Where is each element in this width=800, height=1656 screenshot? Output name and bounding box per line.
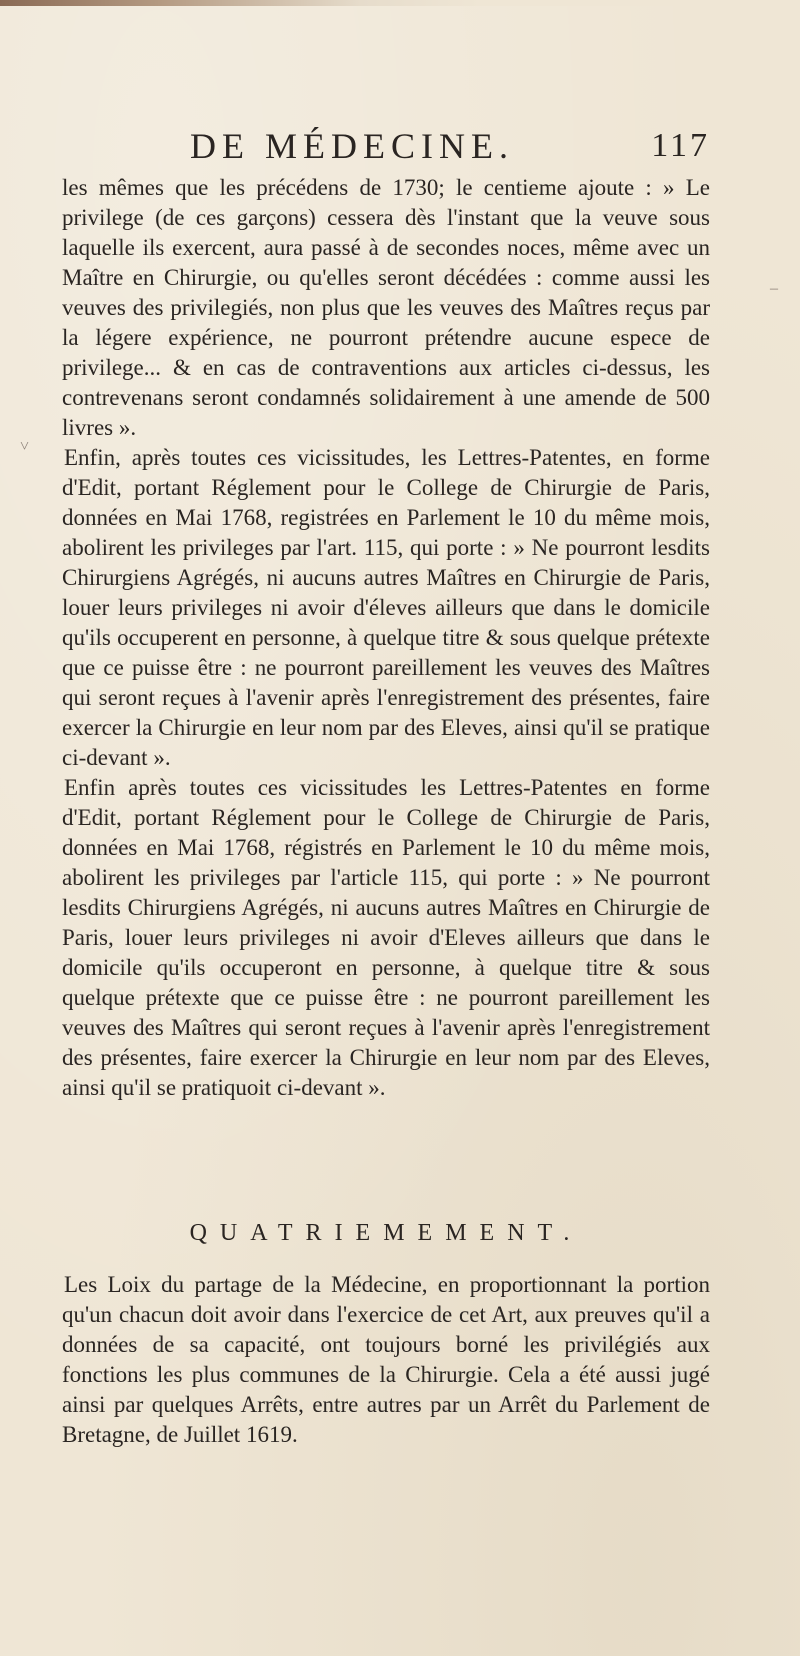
paragraph: Enfin, après toutes ces vicissitudes, les Lettres-Patentes, en forme d'Edit, portant Réglement pour le College de Chirurgie de Paris, données en Mai 1768, registrées en Parlement le 10 du même mois, abolirent les privileges par l'art. 115, qui porte : » Ne pourront lesdits Chirurgiens Agrégés, ni aucuns autres Maîtres en Chirurgie de Paris, louer leurs privileges ni avoir d'éleves ailleurs que dans le domicile qu'ils occuperent en personne, à quelque titre & sous quelque prétexte que ce puisse être : ne pourront pareillement les veuves des Maîtres qui seront reçues à l'avenir après l'enregistrement des présentes, faire exercer la Chirurgie en leur nom par des Eleves, ainsi qu'il se pratique ci-devant ». xyxy=(62,445,710,770)
section-text xyxy=(62,1270,710,1450)
margin-mark: – xyxy=(770,280,778,297)
running-head: DE MÉDECINE. xyxy=(190,126,514,166)
paragraph: Enfin après toutes ces vicissitudes les Lettres-Patentes en forme d'Edit, portant Réglement pour le College de Chirurgie de Paris, données en Mai 1768, régistrés en Parlement le 10 du même mois, abolirent les privileges par l'article 115, qui porte : » Ne pourront lesdits Chirurgiens Agrégés, ni aucuns autres Maîtres en Chirurgie de Paris, louer leurs privileges ni avoir d'Eleves ailleurs que dans le domicile qu'ils occuperont en personne, à quelque titre & sous quelque prétexte que ce puisse être : ne pourront pareillement les veuves des Maîtres qui seront reçues à l'avenir après l'enregistrement des présentes, faire exercer la Chirurgie en leur nom par des Eleves, ainsi qu'il se pratiquoit ci-devant ». xyxy=(62,775,710,1100)
page-header xyxy=(190,124,710,172)
paragraph: les mêmes que les précédens de 1730; le centieme ajoute : » Le privilege (de ces garçons) cessera dès l'instant que la veuve sous laquelle ils exercent, aura passé à de secondes noces, même avec un Maître en Chirurgie, ou qu'elles seront décédées : comme aussi les veuves des privilegiés, non plus que les veuves des Maîtres reçus par la légere expérience, ne pourront prétendre aucune espece de privilege... & en cas de contraventions aux articles ci-dessus, les contrevenans seront condamnés solidairement à une amende de 500 livres ». xyxy=(62,175,710,440)
section-heading: QUATRIEMEMENT. xyxy=(189,1220,583,1246)
page-top-edge xyxy=(0,0,800,6)
margin-mark: ˅ xyxy=(20,438,30,455)
paragraph: Les Loix du partage de la Médecine, en proportionnant la portion qu'un chacun doit avoir dans l'exercice de cet Art, aux preuves qu'il a données de sa capacité, ont toujours borné les privilégiés aux fonctions les plus communes de la Chirurgie. Cela a été aussi jugé ainsi par quelques Arrêts, entre autres par un Arrêt du Parlement de Bretagne, de Juillet 1619. xyxy=(62,1272,710,1447)
page-number: 117 xyxy=(651,127,710,164)
main-text xyxy=(62,173,710,1103)
